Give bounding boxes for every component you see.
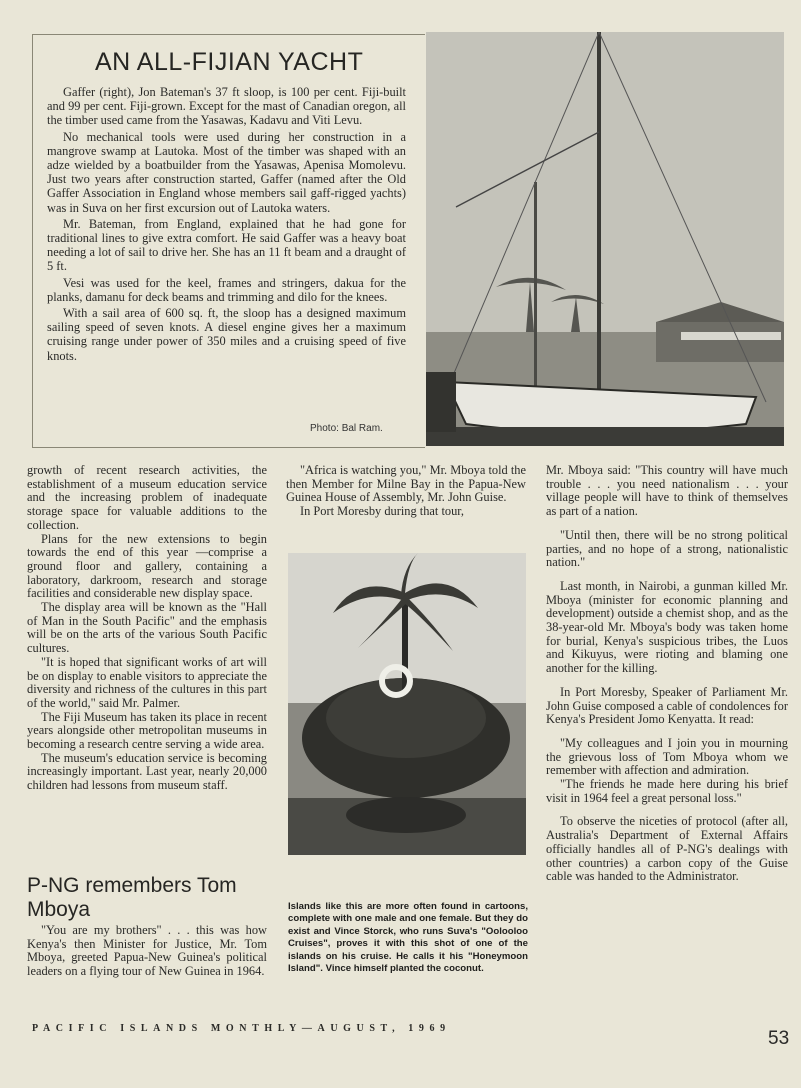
feature-paragraph: Gaffer (right), Jon Bateman's 37 ft sloop, is 100 per cent. Fiji-built and 99 per cent. Fiji-grown. Except for the mast of Canadian oregon, all the timber used came from the Yasawas, Kadavu and Viti Levu. — [47, 85, 406, 128]
island-photo-caption: Islands like this are more often found in cartoons, complete with one male and one female. But they do exist and Vince Storck, who runs Suva's "Oolooloo Cruises", proves it with this shot of one of the islands on his cruise. He calls it his "Honeymoon Island". Vince himself planted the coconut. — [288, 901, 528, 975]
column-paragraph: Plans for the new extensions to begin towards the end of this year —comprise a ground floor and gallery, containing a laboratory, darkroom, research and storage facilities and considerable new display space. — [27, 531, 267, 601]
column-paragraph: "Africa is watching you," Mr. Mboya told the then Member for Milne Bay in the Papua-New Guinea House of Assembly, Mr. John Guise. — [286, 463, 526, 505]
column-paragraph: "Until then, there will be no strong political parties, and no hope of a strong, nationalistic nation." — [546, 527, 788, 570]
section-title: P-NG remembers Tom Mboya — [27, 874, 237, 921]
column-3 — [546, 464, 788, 884]
feature-paragraph: No mechanical tools were used during her construction in a mangrove swamp at Lautoka. Most of the timber was shaped with an adze wielded by a boatbuilder from the Yasawas, Apenisa Momolevu. Just two years after construction started, Gaffer (named after the Old Gaffer Association in England whose members sail gaff-rigged yachts) was in Suva on her first excursion out of Lautoka waters. — [47, 129, 406, 215]
column-1 — [27, 464, 267, 793]
yacht-photo — [426, 32, 784, 446]
yacht-illustration — [426, 32, 784, 446]
column-paragraph: "You are my brothers" . . . this was how Kenya's then Minister for Justice, Mr. Tom Mboya, greeted Papua-New Guinea's political leaders on a flying tour of New Guinea in 1964. — [27, 923, 267, 979]
column-paragraph: "My colleagues and I join you in mourning the grievous loss of Tom Mboya whom we remember with affection and admiration. — [546, 735, 788, 778]
photo-credit: Photo: Bal Ram. — [310, 423, 383, 434]
column-paragraph: In Port Moresby, Speaker of Parliament Mr. John Guise composed a cable of condolences for Kenya's President Jomo Kenyatta. It read: — [546, 684, 788, 727]
column-paragraph: The museum's education service is becoming increasingly important. Last year, nearly 20,000 children had lessons from museum staff. — [27, 750, 267, 793]
column-paragraph: Mr. Mboya said: "This country will have much trouble . . . you need nationalism . . . your village people will have to think of themselves as part of a nation. — [546, 463, 788, 519]
column-paragraph: Last month, in Nairobi, a gunman killed Mr. Mboya (minister for economic planning and development) outside a chemist shop, and as the 38-year-old Mr. Mboya's body was taken home for burial, Kenya's suspicious tribes, the Luos and Kikuyus, were rioting and blaming one another for the killing. — [546, 578, 788, 676]
feature-paragraph: With a sail area of 600 sq. ft, the sloop has a designed maximum sailing speed of seven knots. A diesel engine gives her a maximum cruising range under power of 350 miles and a cruising speed of five knots. — [47, 306, 406, 363]
magazine-footer: PACIFIC ISLANDS MONTHLY—AUGUST, 1969 — [32, 1023, 451, 1034]
column-2 — [286, 464, 526, 519]
column-paragraph: "It is hoped that significant works of art will be on display to enable visitors to appreciate the diversity and richness of the cultures in this part of the world," said Mr. Palmer. — [27, 654, 267, 710]
column-paragraph: "The friends he made here during his brief visit in 1964 feel a great personal loss." — [546, 777, 788, 805]
feature-title: AN ALL-FIJIAN YACHT — [95, 48, 364, 76]
feature-paragraph: Mr. Bateman, from England, explained that he had gone for traditional lines to give extra comfort. He said Gaffer was a heavy boat needing a lot of sail to drive her. She has an 11 ft beam and a draught of 5 ft. — [47, 216, 406, 274]
column-paragraph: The display area will be known as the "Hall of Man in the South Pacific" and the emphasis will be on the arts of the various South Pacific cultures. — [27, 600, 267, 656]
feature-article — [47, 85, 406, 365]
section-article — [27, 924, 267, 979]
column-paragraph: growth of recent research activities, the establishment of a museum education service and the increasing problem of inadequate storage space for valuable additions to the collection. — [27, 463, 267, 532]
feature-paragraph: Vesi was used for the keel, frames and stringers, dakua for the planks, damanu for deck beams and trimming and dilo for the knees. — [47, 275, 406, 304]
column-paragraph: The Fiji Museum has taken its place in recent years alongside other metropolitan museums in becoming a research centre serving a wide area. — [27, 709, 267, 752]
column-paragraph: In Port Moresby during that tour, — [300, 504, 465, 519]
page-number: 53 — [768, 1028, 790, 1049]
column-paragraph: To observe the niceties of protocol (after all, Australia's Department of External Affairs officially handles all of P-NG's dealings with other countries) a carbon copy of the Guise cable was handed to the Administrator. — [546, 814, 788, 884]
island-photo — [288, 553, 526, 855]
island-illustration — [288, 553, 526, 855]
